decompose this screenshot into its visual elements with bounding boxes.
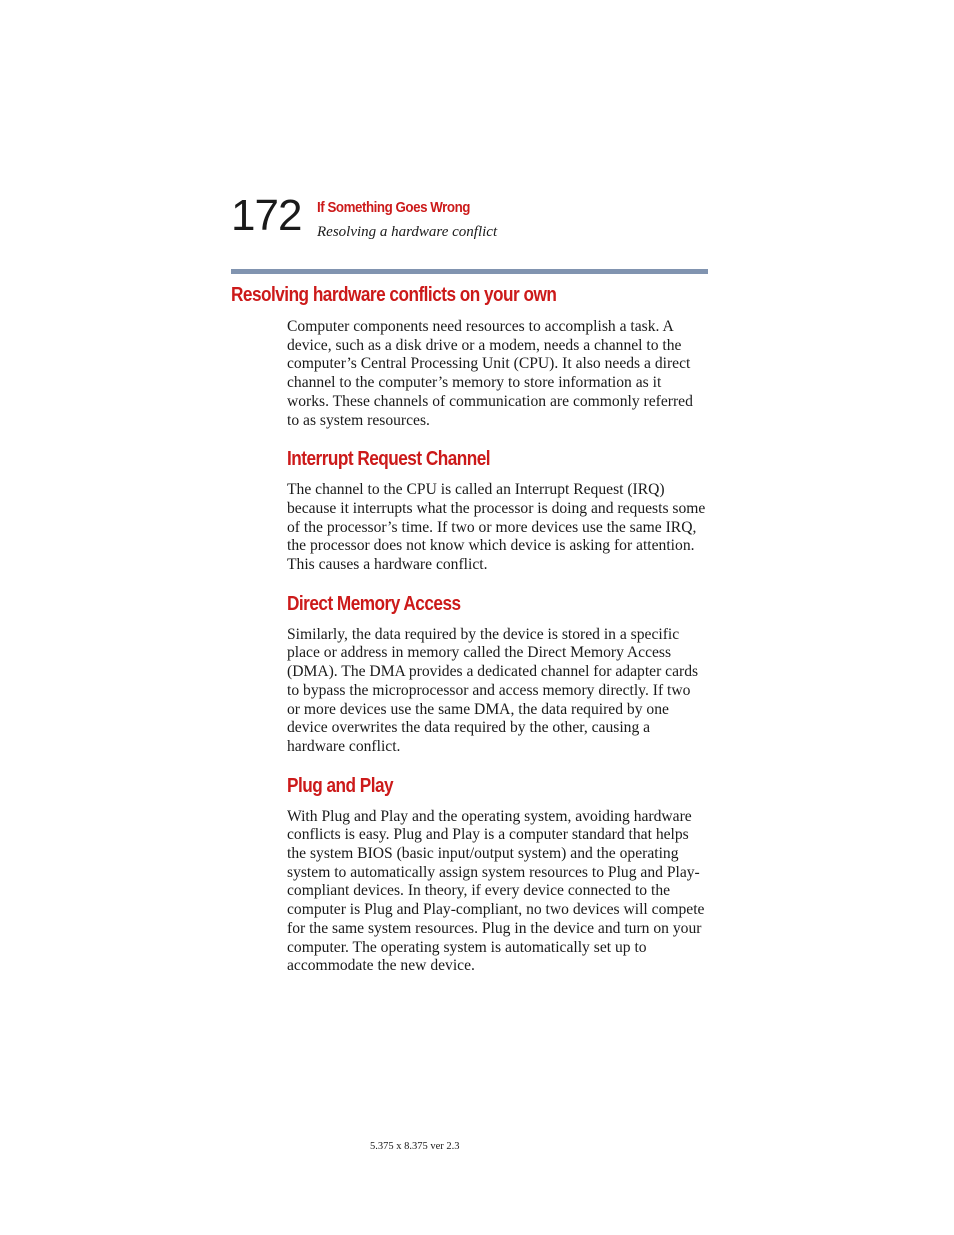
page-footer: 5.375 x 8.375 ver 2.3 <box>370 1141 460 1152</box>
paragraph-direct-memory-access: Similarly, the data required by the device is stored in a specific place or address in memory called the Direct Memory Access (DMA). The DMA provides a dedicated channel for adapter cards to bypass the microprocessor and access memory directly. If two or more devices use the same DMA, the data required by one device overwrites the data required by the other, causing a hardware conflict. <box>287 625 699 755</box>
body-content <box>287 318 707 976</box>
section-subtitle: Resolving a hardware conflict <box>317 224 498 240</box>
running-head <box>317 199 497 241</box>
page-number: 172 <box>231 191 302 240</box>
heading-direct-memory-access: Direct Memory Access <box>287 592 461 615</box>
chapter-title: If Something Goes Wrong <box>317 200 470 216</box>
paragraph-plug-and-play: With Plug and Play and the operating system, avoiding hardware conflicts is easy. Plug and Play is a computer standard that helps the system BIOS (basic input/output system) and the operating system to automatically assign system resources to Plug and Play-compliant devices. In theory, if every device connected to the computer is Plug and Play-compliant, no two devices will compete for the same system resources. Plug in the device and turn on your computer. The operating system is automatically set up to accommodate the new device. <box>287 807 705 975</box>
heading-interrupt-request-channel: Interrupt Request Channel <box>287 448 491 471</box>
paragraph-interrupt-request-channel: The channel to the CPU is called an Interrupt Request (IRQ) because it interrupts what the processor is doing and requests some of the processor’s time. If two or more devices use the same IRQ, the processor does not know which device is asking for attention. This causes a hardware conflict. <box>287 481 706 574</box>
heading-plug-and-play: Plug and Play <box>287 774 394 797</box>
intro-paragraph: Computer components need resources to accomplish a task. A device, such as a disk drive or a modem, needs a channel to the computer’s Central Processing Unit (CPU). It also needs a direct channel to the computer’s memory to store information as it works. These channels of communication are commonly referred to as system resources. <box>287 318 693 429</box>
header-divider <box>231 269 708 274</box>
main-heading: Resolving hardware conflicts on your own <box>231 284 557 306</box>
